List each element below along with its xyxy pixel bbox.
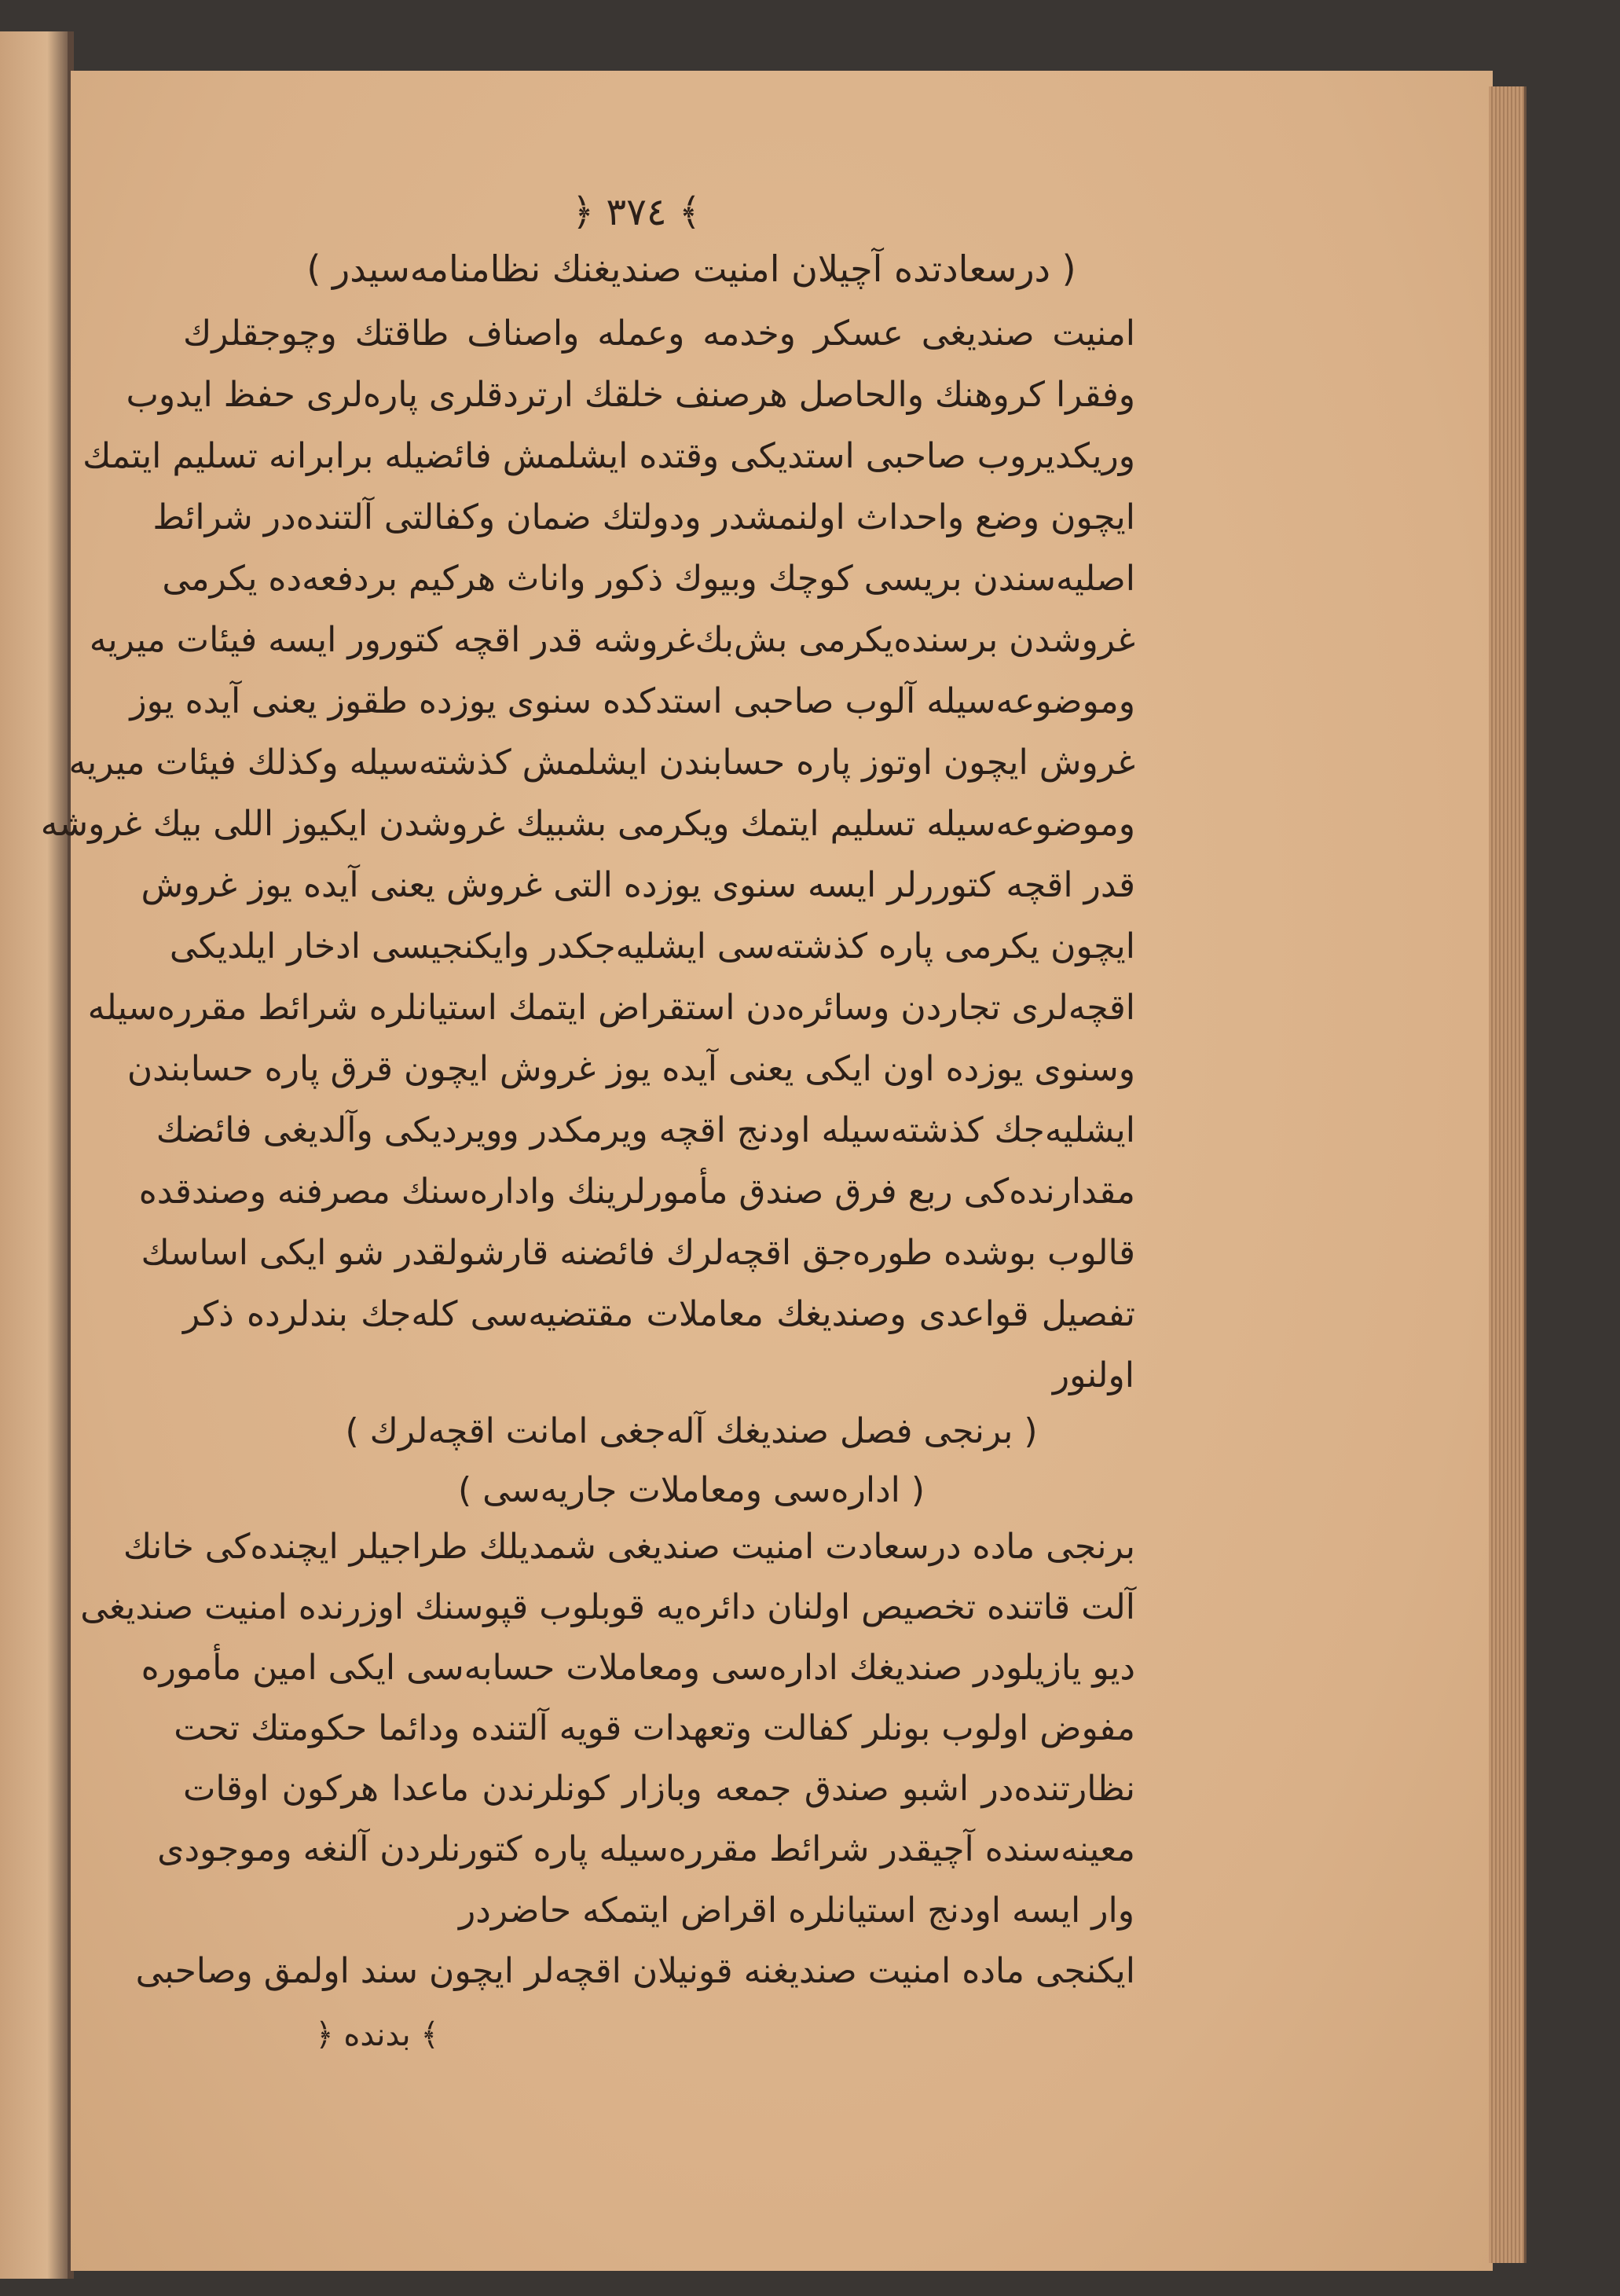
text-line: مقدارنده‌کی ربع فرق صندق مأمورلرینك واداره‌سنك مصرفنه وصندقده xyxy=(138,1172,1135,1212)
text-line: معینه‌سنده آچیقدر شرائط مقرره‌سیله پاره کتورنلردن آلنغه وموجودی xyxy=(157,1829,1135,1869)
page-edges xyxy=(1489,86,1527,2263)
article-1-last-line: وار ایسه اودنج استیانلره اقراض ایتمکه حاضردر xyxy=(459,1891,1134,1931)
text-line: اقچه‌لری تجاردن وسائره‌دن استقراض ایتمك استیانلره شرائط مقرره‌سیله xyxy=(87,988,1135,1028)
article-2-first-line: ایکنجی ماده امنیت صندیغنه قونیلان اقچه‌لر ایچون سند اولمق وصاحبی xyxy=(135,1951,1135,1991)
document-title: ( درسعادتده آچیلان امنیت صندیغنك نظامنامه‌سیدر ) xyxy=(306,248,1076,290)
text-line: قدر اقچه کتوررلر ایسه سنوی یوزده التی غروش یعنی آیده یوز غروش xyxy=(141,865,1135,905)
text-line: آلت قاتنده تخصیص اولنان دائره‌یه قوبلوب قپوسنك اوزرنده امنیت صندیغی xyxy=(80,1587,1135,1627)
text-line: امنیت صندیغی عسکر وخدمه وعمله واصناف طاقتك وچوجقلرك xyxy=(183,314,1135,354)
text-line: ایشلیه‌جك کذشته‌سیله اودنج اقچه ویرمکدر وویردیکی وآلدیغی فائضك xyxy=(156,1110,1135,1150)
text-line: ایچون وضع واحداث اولنمشدر ودولتك ضمان وکفالتی آلتنده‌در شرائط xyxy=(152,497,1135,537)
text-line: مفوض اولوب بونلر کفالت وتعهدات قویه آلتنده ودائما حکومتك تحت xyxy=(174,1708,1135,1748)
text-line: غروشدن برسنده‌یکرمی بش‌بك‌غروشه قدر اقچه کتورور ایسه فیئات میریه xyxy=(89,620,1135,660)
text-line: برنجی ماده درسعادت امنیت صندیغی شمدیلك طراجیلر ایچنده‌کی خانك xyxy=(123,1527,1135,1567)
catchword: ﴾ بدنده ﴿ xyxy=(315,2017,439,2053)
text-line: وفقرا کروهنك والحاصل هرصنف خلقك ارتردقلری پاره‌لری حفظ ایدوب xyxy=(126,375,1135,415)
chapter-heading: ( برنجی فصل صندیغك آله‌جغی امانت اقچه‌لرك ) xyxy=(345,1411,1038,1451)
page-number: ﴾ ٣٧٤ ﴿ xyxy=(571,190,702,234)
text-line: غروش ایچون اوتوز پاره حسابندن ایشلمش کذشته‌سیله وکذلك فیئات میریه xyxy=(68,743,1135,783)
intro-last-line: اولنور xyxy=(1052,1355,1134,1396)
text-line: وریکدیروب صاحبی استدیکی وقتده ایشلمش فائضیله برابرانه تسلیم ایتمك xyxy=(82,436,1135,476)
text-line: وموضوعه‌سیله تسلیم ایتمك ویکرمی بشبیك غروشدن ایکیوز اللی بیك غروشه xyxy=(40,804,1135,844)
text-line: اصلیه‌سندن بریسی کوچك وبیوك ذکور واناث هرکیم بردفعه‌ده یکرمی xyxy=(162,559,1135,599)
facing-page-edge xyxy=(0,31,68,2279)
text-line: دیو یازیلودر صندیغك اداره‌سی ومعاملات حسابه‌سی ایکی امین مأموره xyxy=(141,1648,1135,1688)
text-line: وموضوعه‌سیله آلوب صاحبی استدکده سنوی یوزده طقوز یعنی آیده یوز xyxy=(130,681,1135,721)
text-line: قالوب بوشده طوره‌جق اقچه‌لرك فائضنه قارشولقدر شو ایکی اساسك xyxy=(141,1233,1135,1273)
text-line: نظارتنده‌در اشبو صندق جمعه وبازار کونلرندن ماعدا هرکون اوقات xyxy=(183,1769,1135,1809)
text-line: ایچون یکرمی پاره کذشته‌سی ایشلیه‌جکدر وایکنجیسی ادخار ایلدیکی xyxy=(169,926,1135,966)
chapter-subheading: ( اداره‌سی ومعاملات جاریه‌سی ) xyxy=(457,1470,925,1510)
text-line: وسنوی یوزده اون ایکی یعنی آیده یوز غروش ایچون قرق پاره حسابندن xyxy=(126,1049,1135,1089)
text-line: تفصیل قواعدی وصندیغك معاملات مقتضیه‌سی کله‌جك بندلرده ذکر xyxy=(183,1294,1135,1334)
